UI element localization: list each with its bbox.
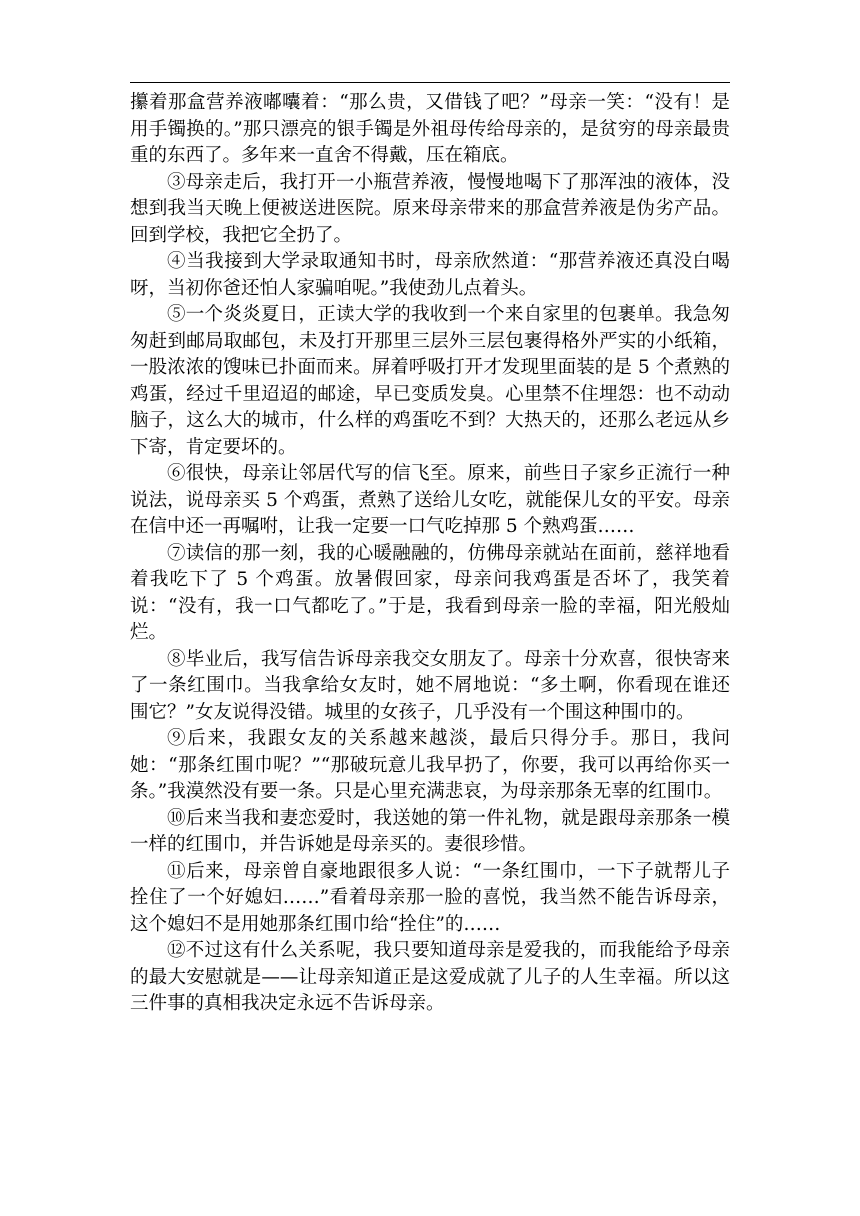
paragraph-7: ⑦读信的那一刻，我的心暖融融的，仿佛母亲就站在面前，慈祥地看着我吃下了 5 个鸡蛋。放暑假回家，母亲问我鸡蛋是否坏了，我笑着说：“没有，我一口气都吃了。”于是，我看到母亲一脸的幸福，阳光般灿烂。 bbox=[130, 542, 730, 643]
paragraph-5: ⑤一个炎炎夏日，正读大学的我收到一个来自家里的包裹单。我急匆匆赶到邮局取邮包，未及打开那里三层外三层包裹得格外严实的小纸箱，一股浓浓的馊味已扑面而来。屏着呼吸打开才发现里面装的是 5 个煮熟的鸡蛋，经过千里迢迢的邮途，早已变质发臭。心里禁不住埋怨：也不动动脑子，这么大的城市，什么样的鸡蛋吃不到？大热天的，还那么老远从乡下寄，肯定要坏的。 bbox=[130, 304, 730, 458]
paragraph-4: ④当我接到大学录取通知书时，母亲欣然道：“那营养液还真没白喝呀，当初你爸还怕人家骗咱呢。”我使劲儿点着头。 bbox=[130, 251, 730, 299]
paragraph-continued: 攥着那盒营养液嘟囔着：“那么贵，又借钱了吧？”母亲一笑：“没有！是用手镯换的。”那只漂亮的银手镯是外祖母传给母亲的，是贫穷的母亲最贵重的东西了。多年来一直舍不得戴，压在箱底。 bbox=[130, 92, 730, 166]
paragraph-8: ⑧毕业后，我写信告诉母亲我交女朋友了。母亲十分欢喜，很快寄来了一条红围巾。当我拿给女友时，她不屑地说：“多土啊，你看现在谁还围它？”女友说得没错。城里的女孩子，几乎没有一个围这种围巾的。 bbox=[130, 648, 730, 723]
paragraph-9: ⑨后来，我跟女友的关系越来越淡，最后只得分手。那日，我问她：“那条红围巾呢？”“那破玩意儿我早扔了，你要，我可以再给你买一条。”我漠然没有要一条。只是心里充满悲哀，为母亲那条无辜的红围巾。 bbox=[130, 728, 730, 802]
paragraph-12: ⑫不过这有什么关系呢，我只要知道母亲是爱我的，而我能给予母亲的最大安慰就是——让母亲知道正是这爱成就了儿子的人生幸福。所以这三件事的真相我决定永远不告诉母亲。 bbox=[130, 940, 730, 1014]
paragraph-11: ⑪后来，母亲曾自豪地跟很多人说：“一条红围巾，一下子就帮儿子拴住了一个好媳妇……”看着母亲那一脸的喜悦，我当然不能告诉母亲，这个媳妇不是用她那条红围巾给“拴住”的…… bbox=[130, 860, 730, 935]
paragraph-6: ⑥很快，母亲让邻居代写的信飞至。原来，前些日子家乡正流行一种说法，说母亲买 5 个鸡蛋，煮熟了送给儿女吃，就能保儿女的平安。母亲在信中还一再嘱咐，让我一定要一口气吃掉那 5 个熟鸡蛋…… bbox=[130, 463, 730, 537]
paragraph-10: ⑩后来当我和妻恋爱时，我送她的第一件礼物，就是跟母亲那条一模一样的红围巾，并告诉她是母亲买的。妻很珍惜。 bbox=[130, 807, 730, 855]
header-rule bbox=[130, 82, 730, 83]
paragraph-3: ③母亲走后，我打开一小瓶营养液，慢慢地喝下了那浑浊的液体，没想到我当天晚上便被送进医院。原来母亲带来的那盒营养液是伪劣产品。回到学校，我把它全扔了。 bbox=[130, 171, 730, 246]
article-body bbox=[130, 90, 730, 1018]
